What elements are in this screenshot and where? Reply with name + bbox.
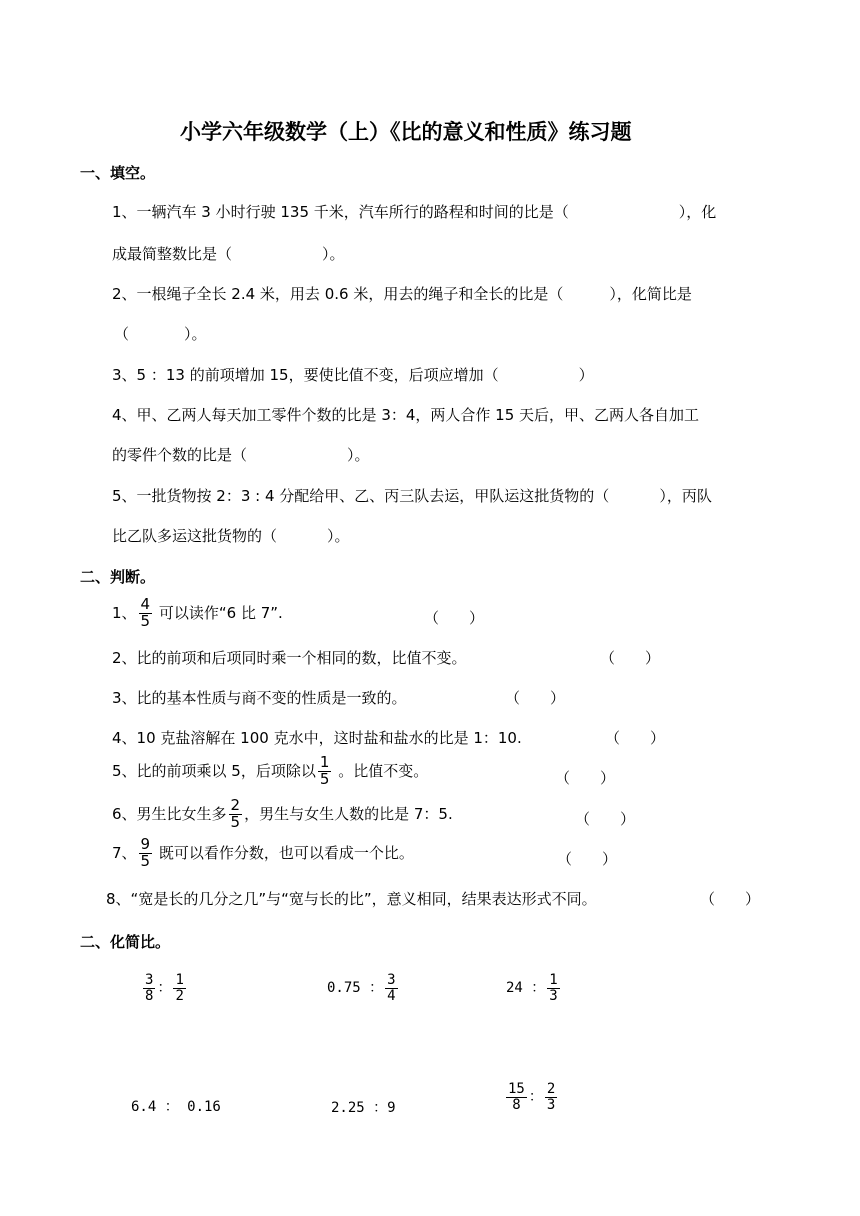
judgement-2-answer[interactable]: （ ） [600,649,661,667]
fraction-one-half [173,973,185,1003]
ratio-colon: ： [157,980,172,997]
judgement-6-text-end: ，男生与女生人数的比是 7：5. [244,804,453,823]
question-5-text-end: ），丙队 [659,487,712,505]
problem-4: 6.4 ： 0.16 [131,1099,221,1115]
fraction-denominator: 2 [175,987,184,1004]
question-5-paren-close: ）。 [327,527,350,545]
judgement-5 [112,755,428,788]
fraction-fifteen-eighths [506,1082,527,1112]
question-4-paren-close: ）。 [347,446,370,464]
fraction-denominator: 5 [230,812,241,831]
question-4-line-2 [112,444,370,465]
question-5-line-1 [112,485,712,506]
ratio-colon: ： [528,1089,543,1106]
judgement-1-text: 可以读作“6 比 7”. [158,603,283,622]
question-1-text: 1、一辆汽车 3 小时行驶 135 千米，汽车所行的路程和时间的比是（ [112,203,569,221]
fraction-numerator: 3 [387,972,396,988]
judgement-8-answer[interactable]: （ ） [700,890,761,908]
judgement-5-text: 5、比的前项乘以 5，后项除以 [112,761,316,780]
fraction-numerator: 2 [230,796,241,814]
question-2-text: 2、一根绳子全长 2.4 米，用去 0.6 米，用去的绳子和全长的比是（ [112,285,564,303]
judgement-7-text: 既可以看作分数，也可以看成一个比。 [158,843,414,862]
judgement-3-answer[interactable]: （ ） [505,689,566,707]
page-title: 小学六年级数学（上）《比的意义和性质》练习题 [180,120,632,144]
problem-5: 2.25 ：9 [331,1100,396,1116]
question-2-line-1 [112,283,692,304]
fraction-numerator: 3 [145,972,154,988]
fraction-numerator: 2 [546,1081,556,1097]
fraction-denominator: 5 [140,851,151,870]
fraction-denominator: 5 [319,769,330,788]
fraction-numerator: 1 [319,753,330,771]
problem-3-lead: 24 ： [506,980,546,997]
question-2-line-2 [114,323,207,344]
fraction-three-eighths [143,973,155,1003]
judgement-7-answer[interactable]: （ ） [557,850,618,868]
question-2-paren-close: ）。 [184,325,207,343]
fraction-numerator: 1 [175,972,184,988]
fraction-denominator: 4 [387,987,396,1004]
problem-2 [327,973,400,1003]
fraction-two-thirds [545,1082,557,1112]
section-heading-true-false: 二、判断。 [80,568,156,586]
judgement-7 [112,837,414,870]
fraction-numerator: 4 [140,595,151,613]
fraction-nine-fifths [139,837,153,870]
fraction-denominator: 5 [140,611,151,630]
question-5-text: 5、一批货物按 2：3 : 4 分配给甲、乙、丙三队去运，甲队运这批货物的（ [112,487,610,505]
question-4-line-1: 4、甲、乙两人每天加工零件个数的比是 3：4，两人合作 15 天后，甲、乙两人各自加工 [112,406,700,424]
question-5-line-2 [112,525,350,546]
question-1-text-close: ）。 [322,245,345,263]
judgement-1-number: 1、 [112,603,137,622]
problem-3 [506,973,562,1003]
judgement-5-answer[interactable]: （ ） [555,769,616,787]
question-1-text-cont: 成最简整数比是（ [112,245,233,263]
section-heading-simplify: 二、化简比。 [80,933,171,951]
question-3-paren-close: ） [578,366,594,384]
section-heading-fill-blank: 一、填空。 [80,164,156,182]
question-2-paren-open: （ [114,325,130,343]
question-1-text-end: ），化 [678,203,717,221]
question-1-line-1 [112,201,716,222]
question-2-text-end: ），化简比是 [609,285,692,303]
problem-1 [141,973,188,1003]
question-1-line-2 [112,243,345,264]
question-5-text-cont: 比乙队多运这批货物的（ [112,527,278,545]
judgement-7-number: 7、 [112,843,137,862]
problem-2-lead: 0.75 ： [327,980,384,997]
judgement-1-answer[interactable]: （ ） [424,609,485,627]
fraction-denominator: 8 [512,1096,521,1113]
fraction-numerator: 15 [508,1081,525,1097]
judgement-6-answer[interactable]: （ ） [575,810,636,828]
fraction-denominator: 3 [549,987,558,1004]
fraction-one-third [547,973,559,1003]
problem-6 [504,1082,559,1112]
judgement-5-text-end: 。比值不变。 [338,761,429,780]
judgement-6 [112,798,453,831]
fraction-one-fifth [318,755,332,788]
fraction-three-quarters [385,973,397,1003]
judgement-8: 8、“宽是长的几分之几”与“宽与长的比”，意义相同，结果表达形式不同。 [106,890,597,908]
judgement-6-text: 6、男生比女生多 [112,804,227,823]
fraction-numerator: 9 [140,835,151,853]
fraction-four-fifths [139,597,153,630]
question-3 [112,364,594,385]
fraction-numerator: 1 [549,972,558,988]
fraction-denominator: 3 [546,1096,556,1113]
judgement-4: 4、10 克盐溶解在 100 克水中，这时盐和盐水的比是 1：10. [112,729,522,747]
fraction-two-fifths [229,798,243,831]
judgement-3: 3、比的基本性质与商不变的性质是一致的。 [112,689,407,707]
question-3-text: 3、5 ：13 的前项增加 15，要使比值不变，后项应增加（ [112,366,499,384]
fraction-denominator: 8 [145,987,154,1004]
question-4-text: 的零件个数的比是（ [112,446,248,464]
judgement-2: 2、比的前项和后项同时乘一个相同的数，比值不变。 [112,649,467,667]
judgement-1 [112,597,283,630]
judgement-4-answer[interactable]: （ ） [605,729,666,747]
